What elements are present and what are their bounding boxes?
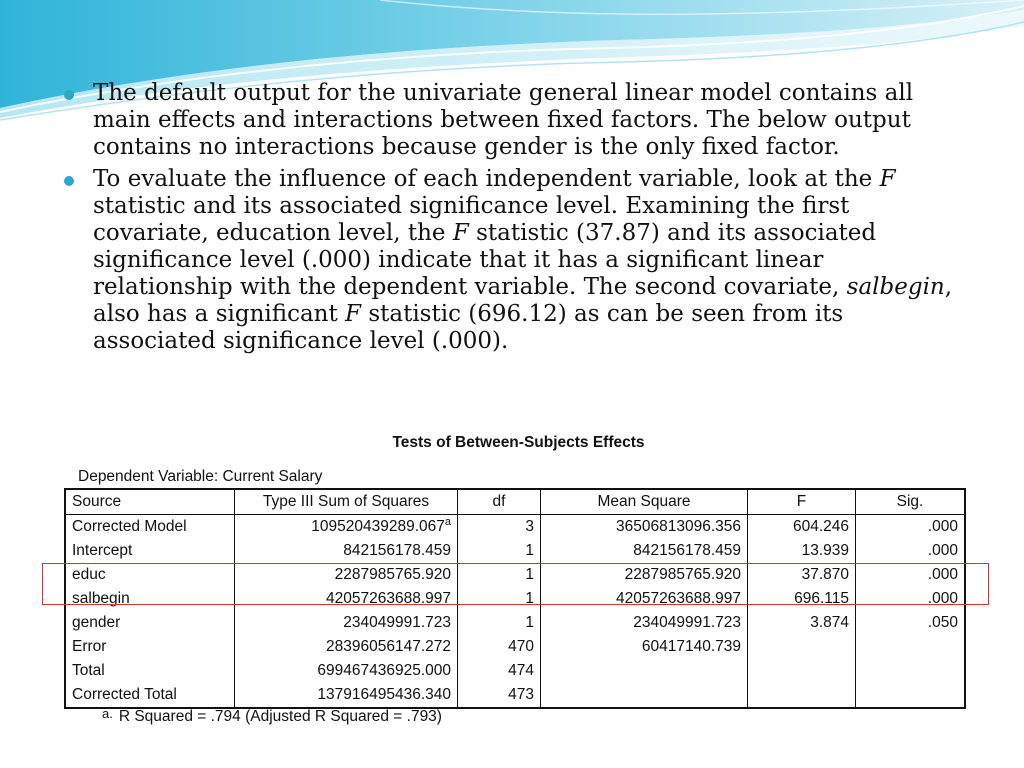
header-f: F [748, 489, 856, 515]
cell-source-value: Corrected Total [72, 686, 177, 703]
cell-f-value: 696.115 [794, 590, 849, 607]
bullet-italic-run: salbegin [846, 274, 945, 300]
cell-ms-value: 842156178.459 [633, 542, 741, 559]
table-row [65, 515, 965, 540]
cell-sig [856, 515, 966, 540]
footnote-marker: a. [102, 706, 113, 721]
bullet-text-run: To evaluate the influence of each independent variable, look at the [93, 166, 880, 192]
table-row [65, 635, 965, 659]
cell-ms-value: 36506813096.356 [616, 518, 741, 535]
cell-ms [541, 635, 748, 659]
cell-source [65, 683, 235, 708]
cell-df-value: 1 [525, 566, 534, 583]
cell-ss-value: 137916495436.340 [317, 686, 451, 703]
cell-ss [235, 539, 458, 563]
cell-ss-value: 109520439289.067 [311, 518, 445, 535]
cell-ms [541, 611, 748, 635]
cell-df [458, 635, 541, 659]
table-row [65, 683, 965, 708]
cell-df-value: 1 [525, 614, 534, 631]
cell-df-value: 1 [525, 542, 534, 559]
cell-df [458, 683, 541, 708]
cell-ss-value: 2287985765.920 [334, 566, 451, 583]
cell-source-value: gender [72, 614, 121, 631]
cell-source-value: educ [72, 566, 106, 583]
bullet-list [64, 80, 964, 360]
bullet-italic-run: F [345, 301, 362, 327]
bullet-text-run: statistic (37.87) and its associated significance level (.000) indicate that it has a significant linear relationship with the dependent variable. The second covariate, [93, 220, 877, 300]
cell-df-value: 474 [508, 662, 534, 679]
bullet-text-run: The default output for the univariate general linear model contains all main effects and interactions between fixed factors. The below output contains no interactions because gender is the only fixed factor. [93, 80, 914, 160]
table-title: Tests of Between-Subjects Effects [392, 434, 645, 451]
cell-ms [541, 659, 748, 683]
cell-sig-value: .000 [927, 566, 958, 583]
cell-ss [235, 611, 458, 635]
cell-source-value: Intercept [72, 542, 133, 559]
bullet-item-2 [64, 166, 964, 355]
header-sig: Sig. [856, 489, 966, 515]
bullet-italic-run: F [452, 220, 469, 246]
cell-f [748, 515, 856, 540]
cell-df-value: 470 [508, 638, 534, 655]
cell-f-value: 37.870 [801, 566, 849, 583]
header-source: Source [65, 489, 235, 515]
cell-f [748, 539, 856, 563]
cell-source [65, 611, 235, 635]
cell-f [748, 659, 856, 683]
cell-df-value: 473 [508, 686, 534, 703]
cell-source-value: salbegin [72, 590, 130, 607]
dependent-variable-label: Dependent Variable: Current Salary [78, 468, 323, 485]
table-row [65, 659, 965, 683]
bullet-text-run: statistic (696.12) as can be seen from its associated significance level (.000). [93, 301, 844, 354]
header-mean-square: Mean Square [541, 489, 748, 515]
cell-sig-value: .000 [927, 518, 958, 535]
cell-f-value: 13.939 [801, 542, 849, 559]
cell-ss-value: 842156178.459 [343, 542, 451, 559]
cell-sig-value: .000 [927, 542, 958, 559]
cell-source [65, 515, 235, 540]
cell-f [748, 683, 856, 708]
cell-ms [541, 515, 748, 540]
table-row [65, 611, 965, 635]
table-footnote [102, 708, 442, 726]
table-body [65, 515, 965, 709]
cell-source [65, 659, 235, 683]
cell-ss [235, 635, 458, 659]
cell-ss-value: 28396056147.272 [326, 638, 451, 655]
highlight-box-educ-salbegin [42, 563, 989, 605]
header-df: df [458, 489, 541, 515]
footnote-superscript: a [444, 515, 451, 528]
cell-source-value: Error [72, 638, 107, 655]
cell-f-value: 3.874 [810, 614, 849, 631]
cell-df [458, 539, 541, 563]
bullet-italic-run: F [879, 166, 896, 192]
cell-ms [541, 539, 748, 563]
cell-ms-value: 2287985765.920 [624, 566, 741, 583]
bullet-text-1 [93, 80, 913, 160]
cell-ms-value: 60417140.739 [641, 638, 741, 655]
cell-ms-value: 234049991.723 [633, 614, 741, 631]
cell-sig [856, 635, 966, 659]
cell-ms [541, 683, 748, 708]
table-row [65, 539, 965, 563]
bullet-text-run: statistic and its associated significance level. Examining the first covariate, education level, the [93, 193, 850, 246]
table-header-row [65, 489, 965, 515]
cell-df [458, 659, 541, 683]
cell-f [748, 611, 856, 635]
cell-source [65, 539, 235, 563]
cell-ss-value: 42057263688.997 [326, 590, 451, 607]
cell-sig [856, 683, 966, 708]
cell-sig [856, 611, 966, 635]
cell-sig [856, 539, 966, 563]
cell-df-value: 1 [525, 590, 534, 607]
cell-ss-value: 234049991.723 [343, 614, 451, 631]
cell-sig-value: .000 [927, 590, 958, 607]
cell-f [748, 635, 856, 659]
bullet-dot-icon [64, 90, 74, 100]
cell-df [458, 515, 541, 540]
bullet-text-2 [93, 166, 952, 354]
cell-ms-value: 42057263688.997 [616, 590, 741, 607]
cell-sig-value: .050 [927, 614, 958, 631]
header-sum-of-squares: Type III Sum of Squares [235, 489, 458, 515]
cell-ss [235, 659, 458, 683]
cell-source-value: Total [72, 662, 105, 679]
cell-ss [235, 683, 458, 708]
cell-df-value: 3 [525, 518, 534, 535]
cell-ss-value: 699467436925.000 [317, 662, 451, 679]
cell-ss [235, 515, 458, 540]
bullet-text-run: , also has a significant [93, 274, 953, 327]
cell-df [458, 611, 541, 635]
footnote-text: R Squared = .794 (Adjusted R Squared = .793) [118, 708, 442, 725]
bullet-item-1 [64, 80, 964, 161]
cell-sig [856, 659, 966, 683]
cell-f-value: 604.246 [792, 518, 849, 535]
bullet-dot-icon [64, 176, 74, 186]
cell-source-value: Corrected Model [72, 518, 187, 535]
cell-source [65, 635, 235, 659]
